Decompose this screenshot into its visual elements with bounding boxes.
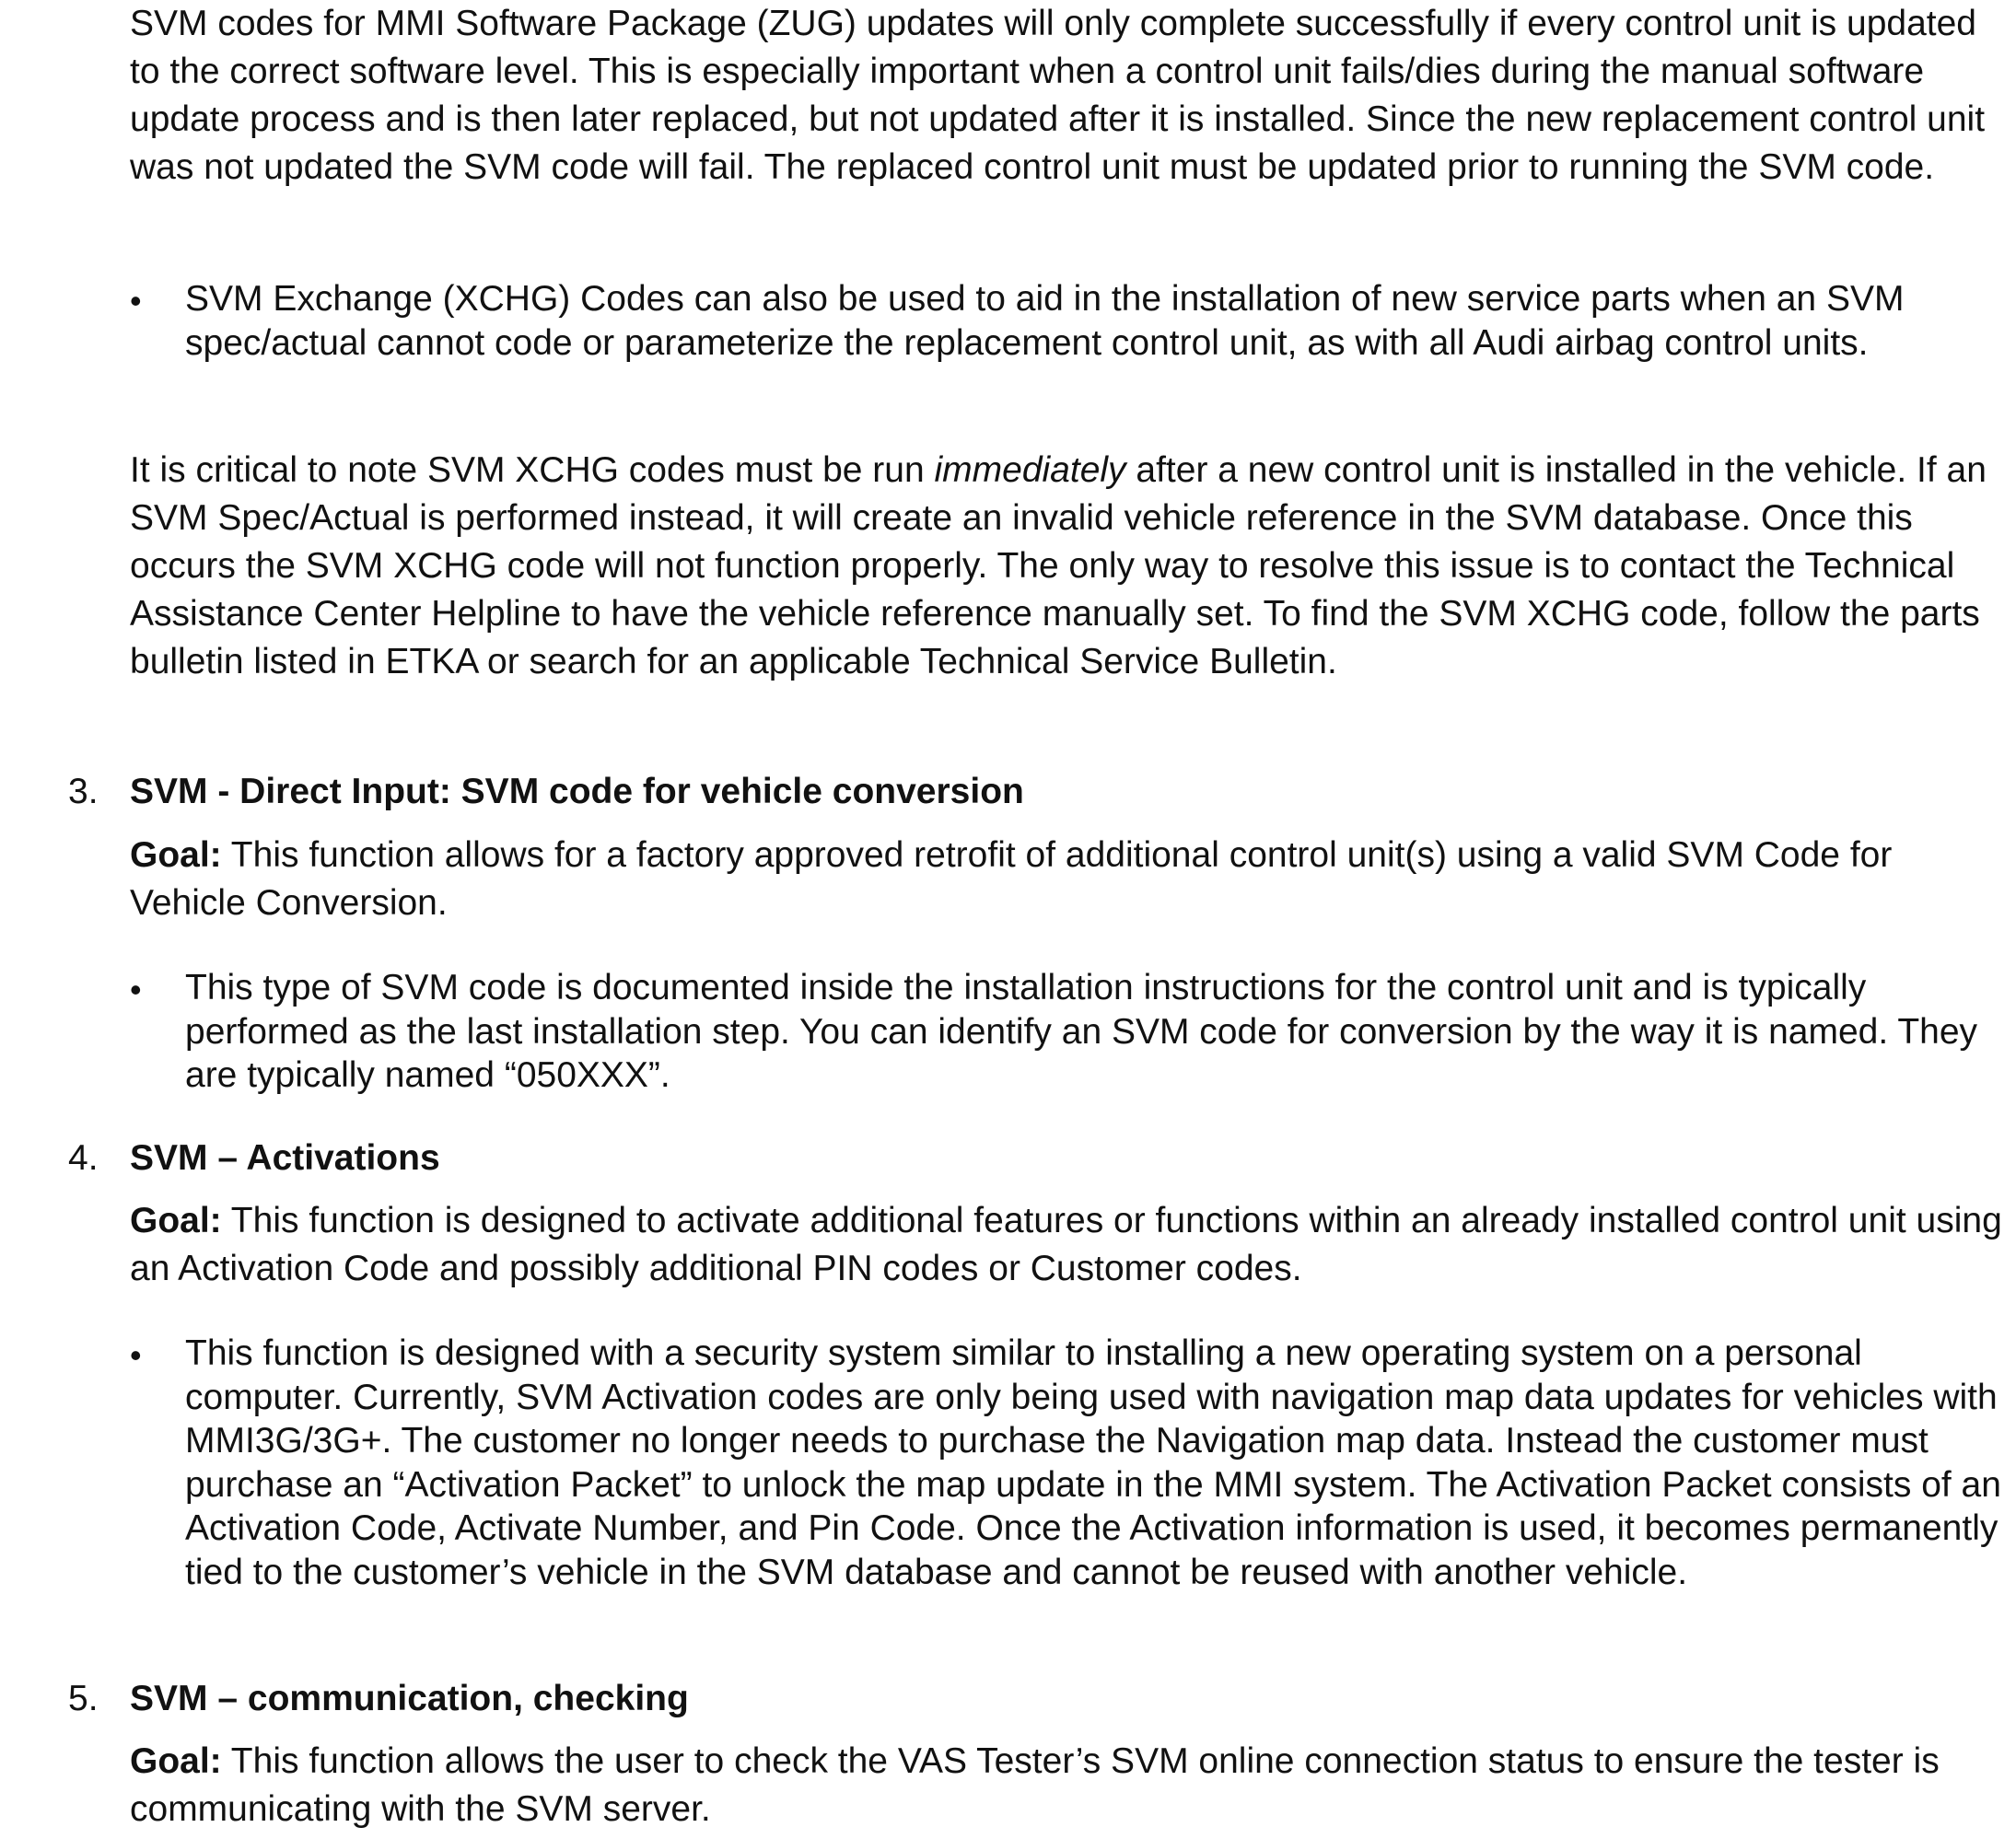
section-3-number: 3.	[68, 772, 99, 811]
section-5-goal-text: This function allows the user to check the VAS Tester’s SVM online connection status to ensure the tester is communicating with the SVM server.	[130, 1741, 1940, 1829]
xchg-note-paragraph	[130, 447, 2009, 686]
section-4-goal-text: This function is designed to activate additional features or functions within an already installed control unit using an Activation Code and possibly additional PIN codes or Customer codes.	[130, 1201, 2002, 1288]
section-3-bullet-text: This type of SVM code is documented inside the installation instructions for the control unit and is typically performed as the last installation step. You can identify an SVM code for conversion by the way it is named. They are typically named “050XXX”.	[185, 968, 1978, 1095]
bullet-icon: •	[130, 282, 142, 320]
section-4-number: 4.	[68, 1138, 99, 1178]
goal-label: Goal:	[130, 1201, 222, 1240]
section-5-title: SVM – communication, checking	[130, 1679, 689, 1718]
section-3-goal-text: This function allows for a factory approved retrofit of additional control unit(s) using a valid SVM Code for Vehicle Conversion.	[130, 835, 1893, 923]
xchg-note-emphasis: immediately	[934, 450, 1126, 490]
bullet-icon: •	[130, 1336, 142, 1374]
section-4-bullet-text: This function is designed with a security system similar to installing a new operating system on a personal computer. Currently, SVM Activation codes are only being used with navigation map data updates for vehicles with MMI3G/3G+. The customer no longer needs to purchase the Navigation map data. Instead the customer must purchase an “Activation Packet” to unlock the map update in the MMI system. The Activation Packet consists of an Activation Code, Activate Number, and Pin Code. Once the Activation information is used, it becomes permanently tied to the customer’s vehicle in the SVM database and cannot be reused with another vehicle.	[185, 1333, 2001, 1592]
xchg-note-text-end: after a new control unit is installed in the vehicle. If an SVM Spec/Actual is performed instead, it will create an invalid vehicle reference in the SVM database. Once this occurs the SVM XCHG code will not function properly. The only way to resolve this issue is to contact the Technical Assistance Center Helpline to have the vehicle reference manually set. To find the SVM XCHG code, follow the parts bulletin listed in ETKA or search for an applicable Technical Service Bulletin.	[130, 450, 1987, 681]
section-5-number: 5.	[68, 1679, 99, 1718]
section-3-goal	[130, 832, 2009, 927]
intro-paragraph: SVM codes for MMI Software Package (ZUG) updates will only complete successfully if every control unit is updated to the correct software level. This is especially important when a control unit fails/dies during the manual software update process and is then later replaced, but not updated after it is installed. Since the new replacement control unit was not updated the SVM code will fail. The replaced control unit must be updated prior to running the SVM code.	[130, 4, 1986, 187]
goal-label: Goal:	[130, 835, 222, 875]
goal-label: Goal:	[130, 1741, 222, 1781]
section-4-title: SVM – Activations	[130, 1138, 440, 1178]
section-5-goal	[130, 1738, 2009, 1833]
intro-bullet-text: SVM Exchange (XCHG) Codes can also be used to aid in the installation of new service parts when an SVM spec/actual cannot code or parameterize the replacement control unit, as with all Audi airbag control units.	[185, 279, 1905, 363]
bullet-icon: •	[130, 971, 142, 1008]
section-3-title: SVM - Direct Input: SVM code for vehicle conversion	[130, 772, 1024, 811]
xchg-note-text-start: It is critical to note SVM XCHG codes must be run	[130, 450, 935, 490]
section-4-goal	[130, 1197, 2009, 1293]
